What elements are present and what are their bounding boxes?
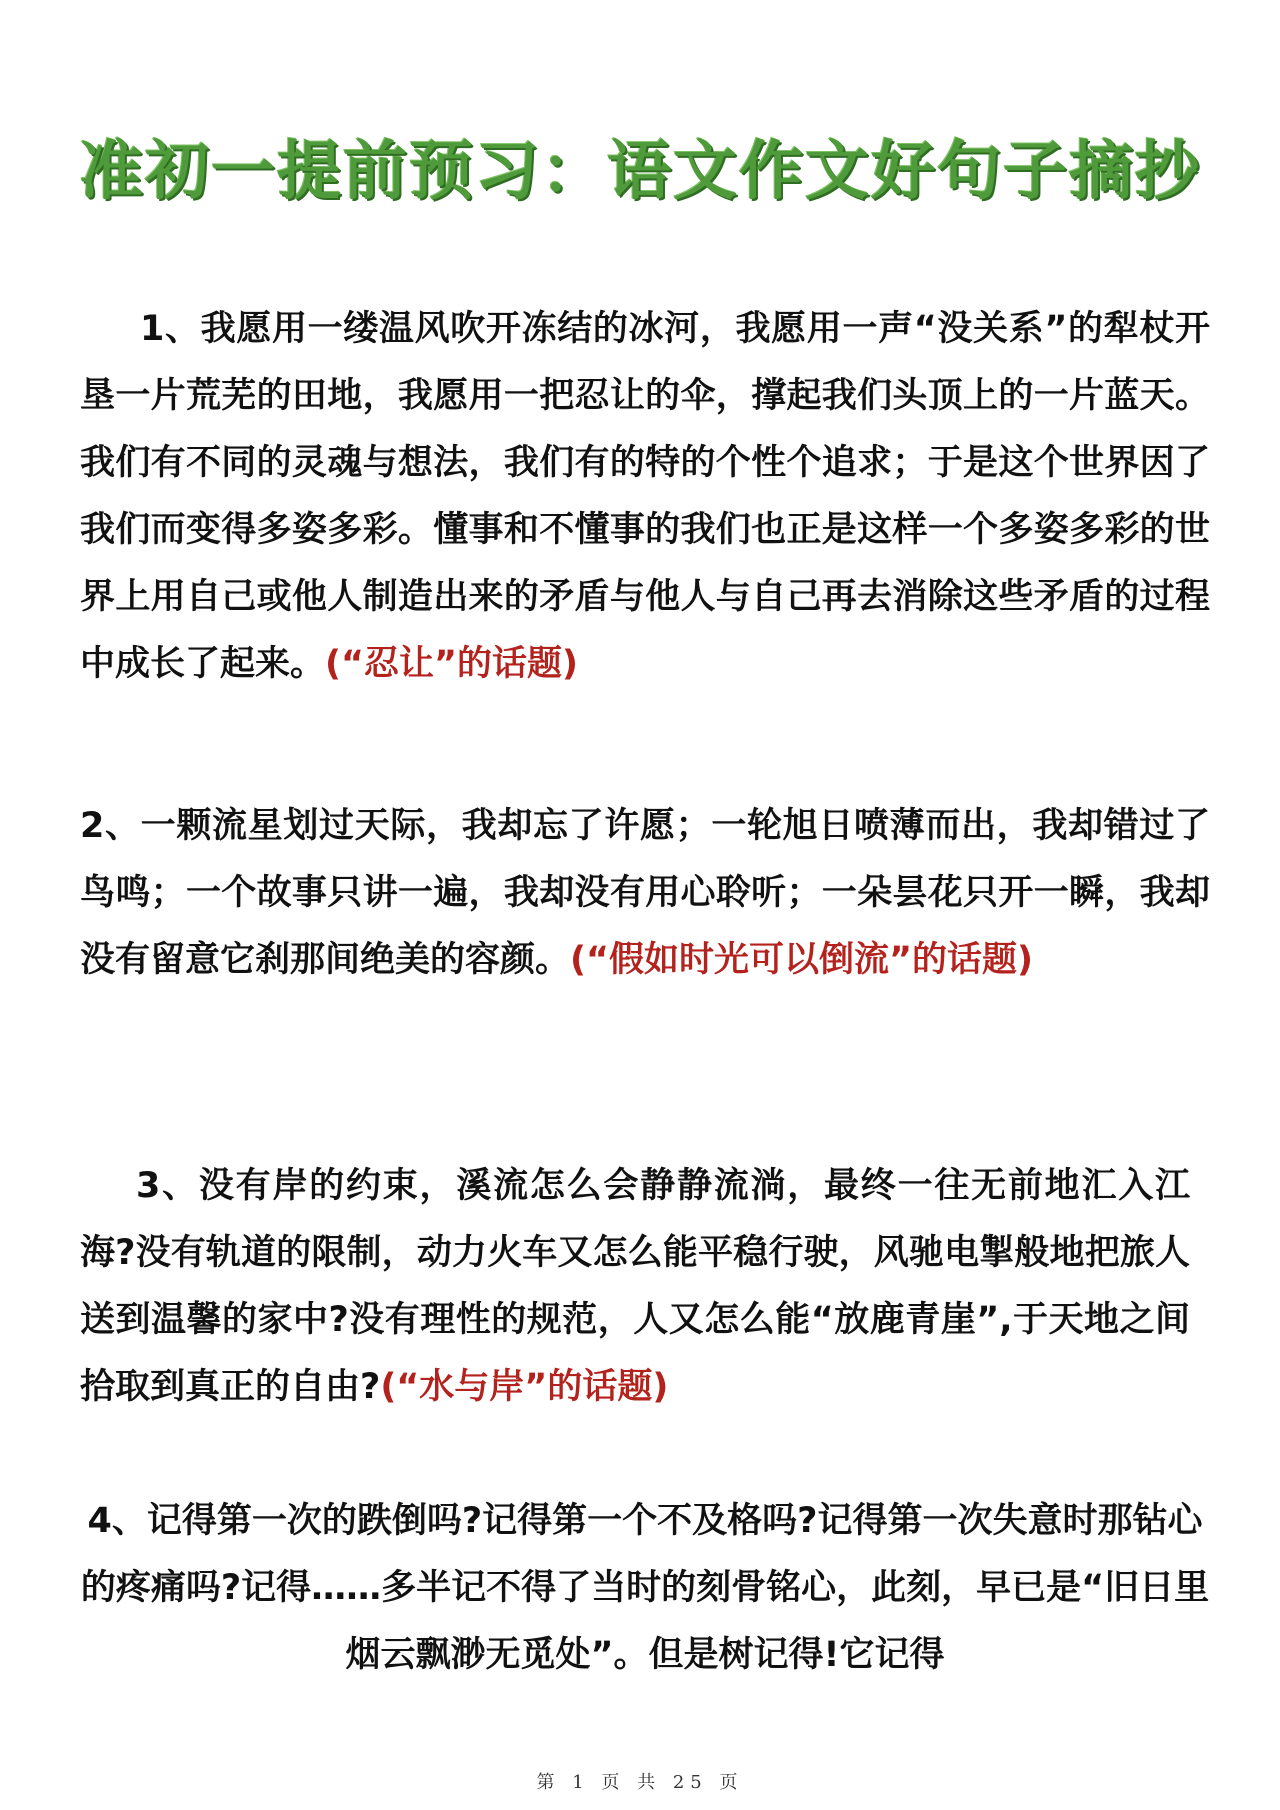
paragraph-2-topic: (“假如时光可以倒流”的话题) [570, 940, 1034, 980]
paragraph-3 [80, 1153, 1190, 1421]
paragraph-2-text: 2、一颗流星划过天际，我却忘了许愿；一轮旭日喷薄而出，我却错过了鸟鸣；一个故事只讲一遍，我却没有用心聆听；一朵昙花只开一瞬，我却没有留意它刹那间绝美的容颜。 [80, 806, 1210, 980]
paragraph-3-topic: (“水与岸”的话题) [380, 1367, 669, 1407]
paragraph-1-topic: (“忍让”的话题) [325, 644, 579, 684]
page-number-footer: 第 1 页 共 25 页 [536, 1772, 744, 1793]
paragraph-1 [80, 296, 1210, 698]
paragraph-3-text: 3、没有岸的约束，溪流怎么会静静流淌，最终一往无前地汇入江海?没有轨道的限制，动力火车又怎么能平稳行驶，风驰电掣般地把旅人送到温馨的家中?没有理性的规范，人又怎么能“放鹿青崖”,于天地之间拾取到真正的自由? [80, 1166, 1190, 1407]
page-title: 准初一提前预习：语文作文好句子摘抄 [79, 135, 1201, 209]
paragraph-2 [80, 793, 1210, 994]
paragraph-4 [80, 1488, 1210, 1689]
paragraph-4-text: 4、记得第一次的跌倒吗?记得第一个不及格吗?记得第一次失意时那钻心的疼痛吗?记得……多半记不得了当时的刻骨铭心，此刻，早已是“旧日里烟云飘渺无觅处”。但是树记得!它记得 [80, 1501, 1210, 1675]
paragraph-1-text: 1、我愿用一缕温风吹开冻结的冰河，我愿用一声“没关系”的犁杖开垦一片荒芜的田地，我愿用一把忍让的伞，撑起我们头顶上的一片蓝天。我们有不同的灵魂与想法，我们有的特的个性个追求；于是这个世界因了我们而变得多姿多彩。懂事和不懂事的我们也正是这样一个多姿多彩的世界上用自己或他人制造出来的矛盾与他人与自己再去消除这些矛盾的过程中成长了起来。 [80, 309, 1210, 684]
